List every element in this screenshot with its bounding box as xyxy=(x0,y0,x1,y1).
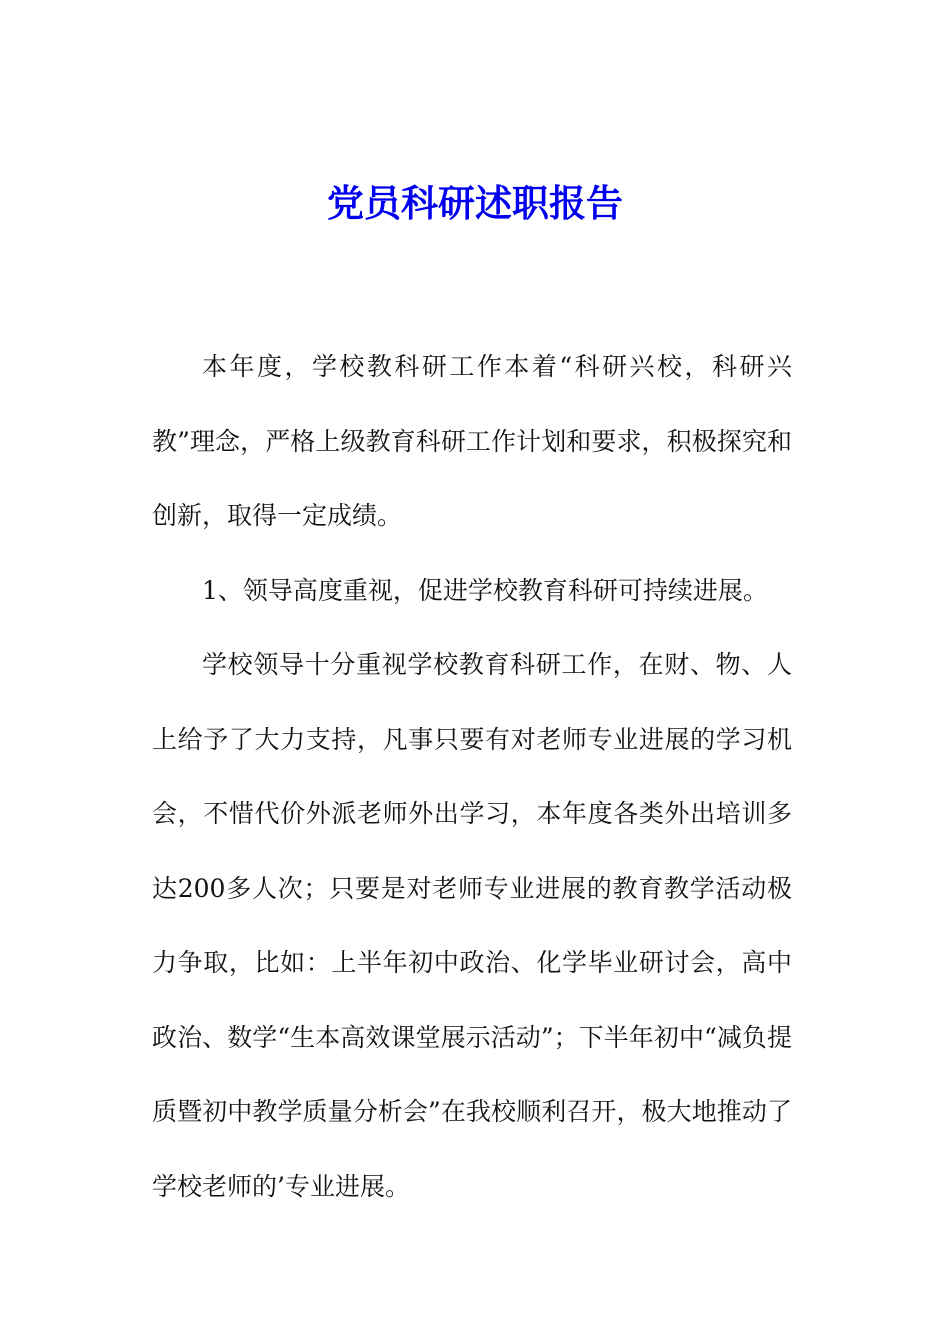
document-title: 党员科研述职报告 xyxy=(327,181,623,225)
paragraph-intro: 本年度，学校教科研工作本着“科研兴校，科研兴教”理念，严格上级教育科研工作计划和要求，积极探究和创新，取得一定成绩。 xyxy=(152,352,792,530)
document-body xyxy=(152,330,792,1224)
paragraph-section-body: 学校领导十分重视学校教育科研工作，在财、物、人上给予了大力支持，凡事只要有对老师专业进展的学习机会，不惜代价外派老师外出学习，本年度各类外出培训多达200多人次；只要是对老师专业进展的教育教学活动极力争取，比如：上半年初中政治、化学毕业研讨会，高中政治、数学“生本高效课堂展示活动”；下半年初中“减负提质暨初中教学质量分析会”在我校顺利召开，极大地推动了学校老师的’专业进展。 xyxy=(152,650,792,1201)
paragraph-section-heading: 1、领导高度重视，促进学校教育科研可持续进展。 xyxy=(202,575,768,605)
